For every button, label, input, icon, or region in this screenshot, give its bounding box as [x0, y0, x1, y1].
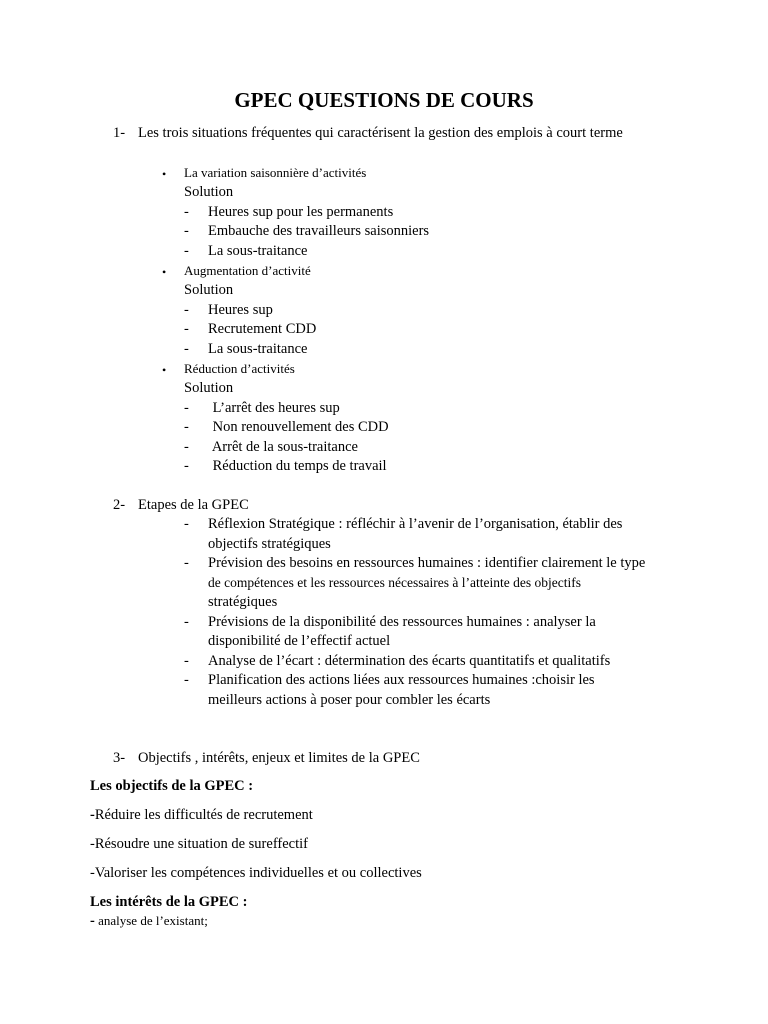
solution-item: La sous-traitance — [208, 243, 308, 259]
step-line: Planification des actions liées aux ressources humaines :choisir les — [208, 672, 595, 688]
bullet-icon: • — [162, 363, 167, 377]
dash-icon: - — [184, 223, 189, 239]
dash-icon: - — [184, 341, 189, 357]
solution-item: L’arrêt des heures sup — [209, 400, 340, 416]
dash-icon: - — [90, 913, 95, 929]
dash-icon: - — [90, 807, 95, 823]
objectif-item: Réduire les difficultés de recrutement — [94, 807, 313, 823]
dash-icon: - — [184, 555, 189, 571]
situation-label: Augmentation d’activité — [184, 263, 311, 278]
step-line: de compétences et les ressources nécessaires à l’atteinte des objectifs — [208, 575, 581, 590]
interets-heading: Les intérêts de la GPEC : — [90, 894, 248, 910]
step-line: stratégiques — [208, 594, 278, 610]
step-line: meilleurs actions à poser pour combler les écarts — [208, 692, 491, 708]
q2-text: Etapes de la GPEC — [138, 497, 249, 513]
dash-icon: - — [184, 321, 189, 337]
situation-label: La variation saisonnière d’activités — [184, 165, 367, 180]
dash-icon: - — [184, 672, 189, 688]
q1-text: Les trois situations fréquentes qui caractérisent la gestion des emplois à court terme — [138, 125, 623, 141]
step-line: disponibilité de l’effectif actuel — [208, 633, 391, 649]
q3-text: Objectifs , intérêts, enjeux et limites de la GPEC — [138, 750, 420, 766]
situation-label: Réduction d’activités — [184, 361, 295, 376]
solution-item: Embauche des travailleurs saisonniers — [208, 223, 430, 239]
step-line: Réflexion Stratégique : réfléchir à l’avenir de l’organisation, établir des — [208, 516, 623, 532]
objectif-item: -Résoudre une situation de sureffectif — [90, 836, 308, 852]
solution-label: Solution — [184, 282, 234, 298]
solution-item: Heures sup pour les permanents — [208, 204, 394, 220]
q1-number: 1- — [113, 125, 126, 141]
page-title: GPEC QUESTIONS DE COURS — [234, 88, 534, 112]
dash-icon: - — [184, 614, 189, 630]
interet-item: analyse de l’existant; — [94, 913, 208, 928]
step-line: Analyse de l’écart : détermination des écarts quantitatifs et qualitatifs — [208, 653, 611, 669]
dash-icon: - — [184, 204, 189, 220]
dash-icon: - — [184, 419, 189, 435]
solution-label: Solution — [184, 184, 234, 200]
solution-item: La sous-traitance — [208, 341, 308, 357]
solution-item: Arrêt de la sous-traitance — [209, 439, 358, 455]
objectif-item: -Valoriser les compétences individuelles et ou collectives — [90, 865, 422, 881]
dash-icon: - — [184, 653, 189, 669]
q2-number: 2- — [113, 497, 126, 513]
dash-icon: - — [184, 243, 189, 259]
solution-item: Non renouvellement des CDD — [209, 419, 389, 435]
dash-icon: - — [184, 439, 189, 455]
solution-item: Réduction du temps de travail — [209, 458, 387, 474]
bullet-icon: • — [162, 265, 167, 279]
dash-icon: - — [184, 400, 189, 416]
step-line: objectifs stratégiques — [208, 536, 331, 552]
q3-number: 3- — [113, 750, 126, 766]
step-line: Prévision des besoins en ressources humaines : identifier clairement le type — [208, 555, 646, 571]
dash-icon: - — [184, 516, 189, 532]
solution-label: Solution — [184, 380, 234, 396]
objectifs-heading: Les objectifs de la GPEC : — [90, 778, 254, 794]
bullet-icon: • — [162, 167, 167, 181]
solution-item: Heures sup — [208, 302, 273, 318]
dash-icon: - — [184, 458, 189, 474]
dash-icon: - — [184, 302, 189, 318]
solution-item: Recrutement CDD — [208, 321, 317, 337]
step-line: Prévisions de la disponibilité des ressources humaines : analyser la — [208, 614, 596, 630]
